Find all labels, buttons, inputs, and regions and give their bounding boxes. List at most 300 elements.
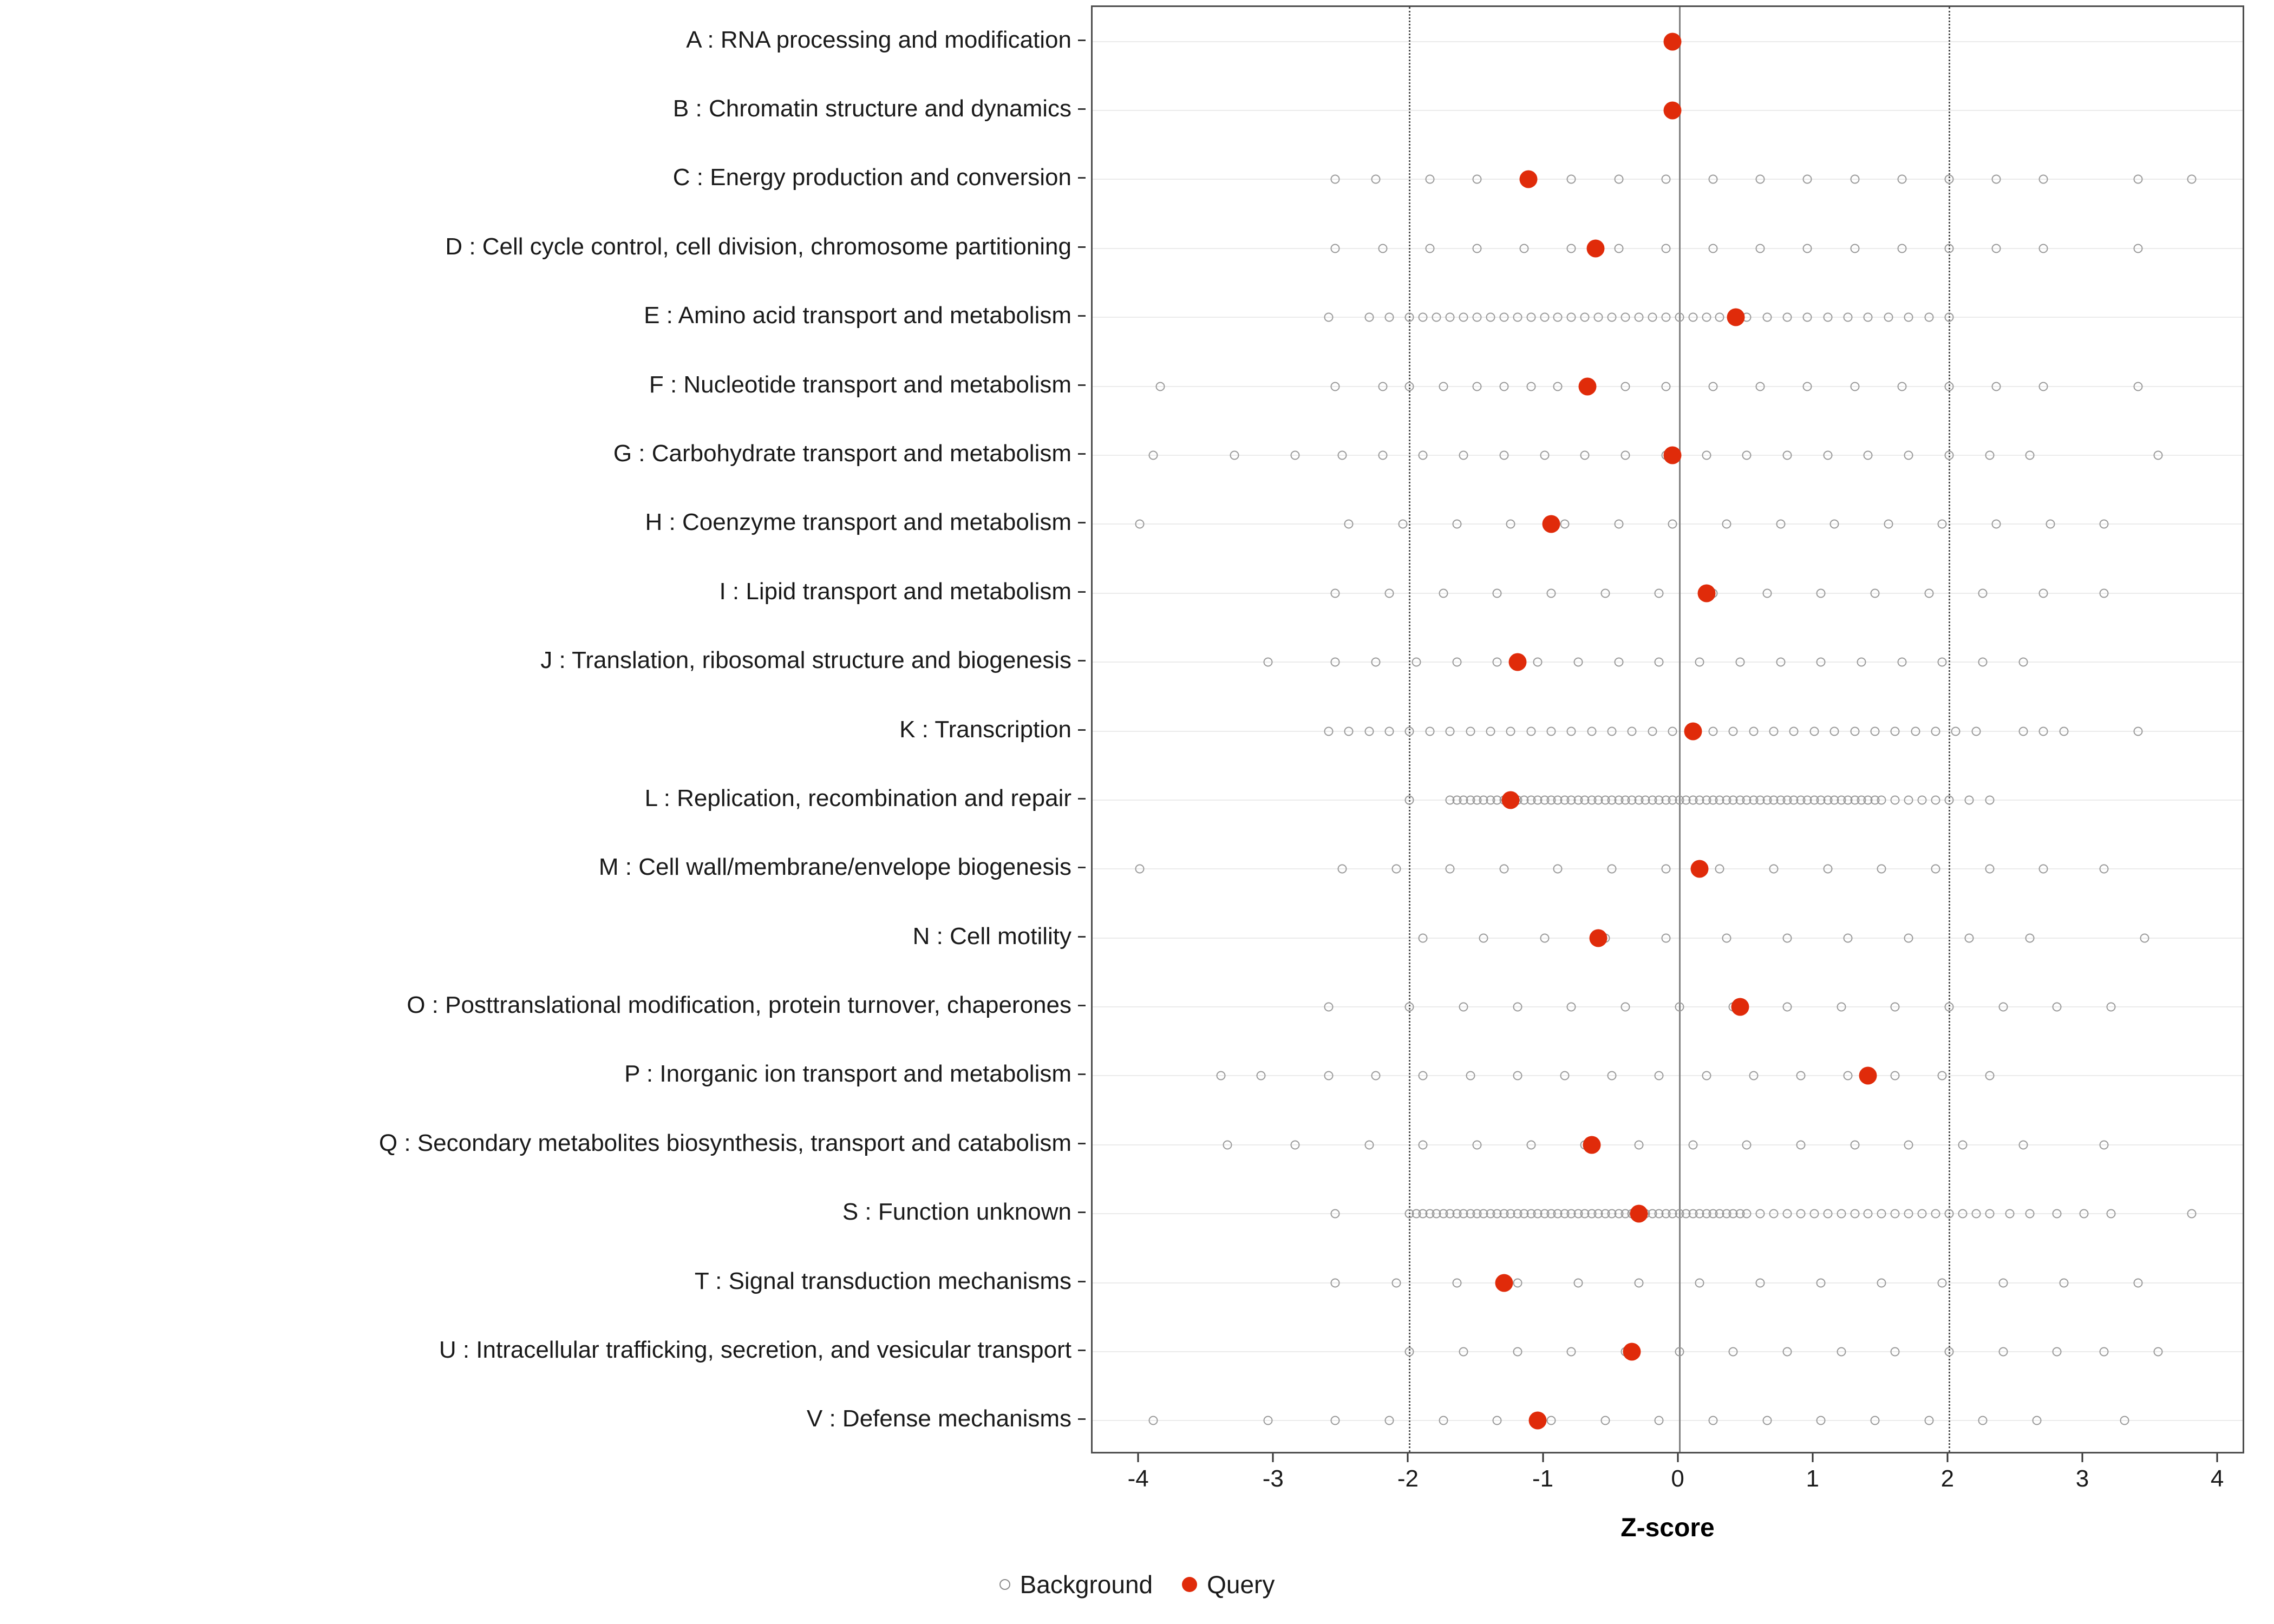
background-point bbox=[1992, 382, 2001, 391]
category-tick-b bbox=[1078, 108, 1086, 110]
background-point bbox=[1573, 1278, 1583, 1287]
legend-label-background: Background bbox=[1020, 1570, 1153, 1599]
x-tick-label: -3 bbox=[1262, 1465, 1284, 1492]
background-point bbox=[1371, 175, 1381, 184]
background-point bbox=[1621, 382, 1630, 391]
background-point bbox=[1405, 1347, 1414, 1356]
background-point bbox=[1405, 726, 1414, 736]
query-point-l bbox=[1502, 791, 1520, 809]
background-point bbox=[2018, 726, 2028, 736]
background-point bbox=[1419, 1071, 1428, 1081]
background-point bbox=[1526, 1140, 1535, 1149]
background-point bbox=[1567, 1347, 1576, 1356]
category-tick-q bbox=[1078, 1143, 1086, 1144]
background-point bbox=[1850, 1209, 1859, 1219]
background-point bbox=[1897, 382, 1906, 391]
category-label-d: D : Cell cycle control, cell division, chromosome partitioning bbox=[445, 233, 1071, 260]
background-point bbox=[1405, 795, 1414, 804]
background-point bbox=[1661, 865, 1670, 874]
x-tick-label: 0 bbox=[1671, 1465, 1684, 1492]
background-point bbox=[1951, 726, 1961, 736]
query-point-b bbox=[1664, 102, 1682, 120]
background-point bbox=[1850, 244, 1859, 253]
background-point bbox=[1223, 1140, 1232, 1149]
background-point bbox=[1655, 1071, 1664, 1081]
background-point bbox=[1938, 1071, 1947, 1081]
background-point bbox=[1944, 795, 1953, 804]
background-point bbox=[1573, 658, 1583, 667]
background-point bbox=[1661, 175, 1670, 184]
background-point bbox=[1904, 933, 1913, 942]
background-point bbox=[1944, 175, 1953, 184]
background-point bbox=[1742, 450, 1752, 460]
background-point bbox=[2133, 175, 2142, 184]
category-tick-i bbox=[1078, 591, 1086, 593]
background-point bbox=[1425, 244, 1434, 253]
background-point bbox=[1756, 244, 1765, 253]
background-point bbox=[1877, 1209, 1886, 1219]
background-point bbox=[1661, 313, 1670, 322]
background-point bbox=[1931, 1209, 1940, 1219]
background-point bbox=[1891, 1071, 1900, 1081]
background-point bbox=[1257, 1071, 1266, 1081]
background-point bbox=[1486, 726, 1495, 736]
background-point bbox=[1614, 520, 1623, 529]
query-point-a bbox=[1664, 32, 1682, 50]
background-point bbox=[1567, 726, 1576, 736]
background-point bbox=[1547, 726, 1556, 736]
background-point bbox=[1473, 175, 1482, 184]
background-point bbox=[1324, 313, 1333, 322]
background-point bbox=[1911, 726, 1920, 736]
background-point bbox=[1634, 1140, 1643, 1149]
background-point bbox=[1803, 175, 1812, 184]
background-point bbox=[1985, 1209, 1994, 1219]
background-point bbox=[1493, 588, 1502, 598]
background-point bbox=[1816, 1416, 1826, 1425]
background-point bbox=[1918, 1209, 1927, 1219]
background-point bbox=[1756, 382, 1765, 391]
background-point bbox=[1600, 1416, 1610, 1425]
background-point bbox=[1877, 795, 1886, 804]
background-point bbox=[1715, 865, 1724, 874]
background-point bbox=[1944, 450, 1953, 460]
reference-line-0 bbox=[1679, 7, 1681, 1452]
open-circle-icon bbox=[999, 1579, 1010, 1590]
background-point bbox=[1844, 313, 1853, 322]
category-label-l: L : Replication, recombination and repair bbox=[644, 784, 1071, 811]
background-point bbox=[1971, 1209, 1981, 1219]
background-point bbox=[1290, 450, 1299, 460]
x-tick-label: 2 bbox=[1940, 1465, 1955, 1492]
category-tick-n bbox=[1078, 936, 1086, 938]
background-point bbox=[1702, 313, 1711, 322]
background-point bbox=[1702, 1071, 1711, 1081]
background-point bbox=[1547, 1416, 1556, 1425]
background-point bbox=[1816, 658, 1826, 667]
background-point bbox=[1864, 313, 1873, 322]
background-point bbox=[1331, 588, 1340, 598]
background-point bbox=[1580, 313, 1590, 322]
background-point bbox=[1830, 726, 1839, 736]
background-point bbox=[1567, 313, 1576, 322]
background-point bbox=[1998, 1347, 2008, 1356]
background-point bbox=[1985, 1071, 1994, 1081]
background-point bbox=[1803, 244, 1812, 253]
background-point bbox=[2100, 865, 2109, 874]
x-tick bbox=[2217, 1453, 2218, 1462]
category-label-q: Q : Secondary metabolites biosynthesis, transport and catabolism bbox=[378, 1129, 1071, 1156]
background-point bbox=[1216, 1071, 1225, 1081]
query-point-p bbox=[1859, 1067, 1877, 1085]
background-point bbox=[1965, 795, 1974, 804]
background-point bbox=[1742, 1209, 1752, 1219]
background-point bbox=[1533, 658, 1543, 667]
query-point-o bbox=[1731, 998, 1749, 1016]
category-label-b: B : Chromatin structure and dynamics bbox=[672, 95, 1071, 122]
background-point bbox=[1230, 450, 1239, 460]
background-point bbox=[1931, 865, 1940, 874]
background-point bbox=[1762, 588, 1772, 598]
x-tick bbox=[2082, 1453, 2083, 1462]
background-point bbox=[2187, 1209, 2197, 1219]
background-point bbox=[1513, 1003, 1522, 1012]
background-point bbox=[1587, 726, 1596, 736]
background-point bbox=[1446, 865, 1455, 874]
plot-panel bbox=[1091, 5, 2244, 1453]
background-point bbox=[2039, 588, 2048, 598]
category-tick-k bbox=[1078, 729, 1086, 731]
category-label-m: M : Cell wall/membrane/envelope biogenesis bbox=[598, 854, 1071, 881]
background-point bbox=[1648, 313, 1657, 322]
background-point bbox=[1944, 1347, 1953, 1356]
background-point bbox=[1708, 244, 1717, 253]
background-point bbox=[1459, 1347, 1468, 1356]
background-point bbox=[1904, 1209, 1913, 1219]
category-label-g: G : Carbohydrate transport and metabolism bbox=[613, 440, 1071, 467]
background-point bbox=[1844, 933, 1853, 942]
background-point bbox=[1425, 175, 1434, 184]
background-point bbox=[1837, 1347, 1846, 1356]
background-point bbox=[1675, 1347, 1684, 1356]
background-point bbox=[1526, 382, 1535, 391]
background-point bbox=[1782, 1347, 1792, 1356]
background-point bbox=[1809, 726, 1819, 736]
background-point bbox=[1729, 726, 1738, 736]
background-point bbox=[1891, 1347, 1900, 1356]
query-point-j bbox=[1508, 653, 1526, 671]
background-point bbox=[1708, 1416, 1717, 1425]
background-point bbox=[1931, 726, 1940, 736]
background-point bbox=[1938, 658, 1947, 667]
background-point bbox=[1526, 726, 1535, 736]
reference-line-2 bbox=[1949, 7, 1950, 1452]
background-point bbox=[1891, 726, 1900, 736]
background-point bbox=[2059, 726, 2068, 736]
x-tick-label: -2 bbox=[1397, 1465, 1419, 1492]
background-point bbox=[1155, 382, 1165, 391]
background-point bbox=[1924, 313, 1933, 322]
background-point bbox=[1708, 382, 1717, 391]
background-point bbox=[1364, 726, 1374, 736]
background-point bbox=[1452, 520, 1461, 529]
background-point bbox=[2154, 1347, 2163, 1356]
gridline-q bbox=[1093, 1144, 2243, 1145]
background-point bbox=[1931, 795, 1940, 804]
background-point bbox=[2053, 1003, 2062, 1012]
background-point bbox=[1844, 1071, 1853, 1081]
background-point bbox=[1466, 1071, 1475, 1081]
background-point bbox=[1985, 450, 1994, 460]
background-point bbox=[1493, 1416, 1502, 1425]
background-point bbox=[1655, 658, 1664, 667]
background-point bbox=[1803, 313, 1812, 322]
category-label-h: H : Coenzyme transport and metabolism bbox=[645, 509, 1071, 536]
background-point bbox=[1446, 726, 1455, 736]
category-label-u: U : Intracellular trafficking, secretion, and vesicular transport bbox=[439, 1336, 1071, 1363]
x-axis-title: Z-score bbox=[1620, 1514, 1715, 1542]
background-point bbox=[1729, 1347, 1738, 1356]
background-point bbox=[1459, 1003, 1468, 1012]
filled-circle-icon bbox=[1182, 1577, 1197, 1592]
x-tick bbox=[1677, 1453, 1678, 1462]
background-point bbox=[1971, 726, 1981, 736]
background-point bbox=[2025, 933, 2035, 942]
query-point-m bbox=[1691, 860, 1709, 878]
background-point bbox=[1648, 726, 1657, 736]
category-label-k: K : Transcription bbox=[899, 716, 1071, 743]
background-point bbox=[1655, 588, 1664, 598]
background-point bbox=[1958, 1209, 1967, 1219]
category-tick-v bbox=[1078, 1418, 1086, 1420]
x-tick bbox=[1138, 1453, 1139, 1462]
background-point bbox=[1634, 313, 1643, 322]
background-point bbox=[1837, 1209, 1846, 1219]
background-point bbox=[1608, 865, 1617, 874]
background-point bbox=[1290, 1140, 1299, 1149]
category-tick-p bbox=[1078, 1073, 1086, 1075]
background-point bbox=[1756, 1209, 1765, 1219]
background-point bbox=[1762, 1416, 1772, 1425]
category-tick-j bbox=[1078, 660, 1086, 662]
background-point bbox=[1473, 1140, 1482, 1149]
category-label-p: P : Inorganic ion transport and metabolism bbox=[624, 1060, 1071, 1088]
category-label-j: J : Translation, ribosomal structure and biogenesis bbox=[540, 647, 1071, 674]
background-point bbox=[1769, 1209, 1779, 1219]
background-point bbox=[1857, 658, 1866, 667]
background-point bbox=[1992, 520, 2001, 529]
background-point bbox=[1378, 382, 1387, 391]
query-point-q bbox=[1583, 1136, 1600, 1154]
category-tick-c bbox=[1078, 177, 1086, 179]
background-point bbox=[1324, 726, 1333, 736]
background-point bbox=[1938, 520, 1947, 529]
background-point bbox=[1870, 726, 1879, 736]
background-point bbox=[1412, 658, 1421, 667]
category-tick-m bbox=[1078, 867, 1086, 868]
legend-label-query: Query bbox=[1207, 1570, 1275, 1599]
background-point bbox=[1614, 244, 1623, 253]
background-point bbox=[2106, 1209, 2115, 1219]
background-point bbox=[2080, 1209, 2089, 1219]
background-point bbox=[1547, 588, 1556, 598]
background-point bbox=[1749, 1071, 1758, 1081]
x-tick bbox=[1812, 1453, 1813, 1462]
gridline-u bbox=[1093, 1351, 2243, 1352]
background-point bbox=[1398, 520, 1407, 529]
background-point bbox=[1439, 382, 1448, 391]
category-tick-f bbox=[1078, 384, 1086, 386]
background-point bbox=[2100, 1347, 2109, 1356]
background-point bbox=[1782, 933, 1792, 942]
gridline-o bbox=[1093, 1006, 2243, 1007]
category-tick-h bbox=[1078, 522, 1086, 523]
category-label-o: O : Posttranslational modification, protein turnover, chaperones bbox=[407, 992, 1071, 1019]
background-point bbox=[1479, 933, 1488, 942]
background-point bbox=[1776, 520, 1785, 529]
background-point bbox=[1446, 313, 1455, 322]
category-label-c: C : Energy production and conversion bbox=[672, 164, 1071, 191]
background-point bbox=[1944, 382, 1953, 391]
query-point-d bbox=[1587, 239, 1605, 257]
x-tick-label: 3 bbox=[2075, 1465, 2089, 1492]
background-point bbox=[1796, 1209, 1805, 1219]
background-point bbox=[1958, 1140, 1967, 1149]
background-point bbox=[1823, 865, 1832, 874]
background-point bbox=[1371, 1071, 1381, 1081]
category-label-i: I : Lipid transport and metabolism bbox=[719, 578, 1071, 605]
background-point bbox=[1135, 520, 1145, 529]
background-point bbox=[1466, 726, 1475, 736]
x-tick-label: -4 bbox=[1127, 1465, 1149, 1492]
background-point bbox=[2025, 1209, 2035, 1219]
background-point bbox=[1978, 658, 1988, 667]
background-point bbox=[1944, 244, 1953, 253]
background-point bbox=[2140, 933, 2149, 942]
background-point bbox=[1493, 658, 1502, 667]
background-point bbox=[1540, 313, 1549, 322]
background-point bbox=[1823, 450, 1832, 460]
background-point bbox=[1621, 313, 1630, 322]
category-tick-s bbox=[1078, 1212, 1086, 1213]
background-point bbox=[1985, 865, 1994, 874]
background-point bbox=[1385, 588, 1394, 598]
background-point bbox=[1344, 520, 1354, 529]
background-point bbox=[1924, 1416, 1933, 1425]
query-point-t bbox=[1495, 1274, 1513, 1292]
background-point bbox=[1749, 726, 1758, 736]
query-point-v bbox=[1529, 1412, 1547, 1430]
background-point bbox=[1708, 175, 1717, 184]
category-label-t: T : Signal transduction mechanisms bbox=[694, 1267, 1071, 1294]
category-tick-u bbox=[1078, 1350, 1086, 1351]
background-point bbox=[1331, 382, 1340, 391]
background-point bbox=[1608, 313, 1617, 322]
background-point bbox=[1695, 658, 1704, 667]
category-label-s: S : Function unknown bbox=[842, 1199, 1071, 1226]
background-point bbox=[1452, 1278, 1461, 1287]
legend-item-background bbox=[999, 1570, 1153, 1599]
background-point bbox=[1391, 1278, 1401, 1287]
background-point bbox=[2018, 658, 2028, 667]
background-point bbox=[1499, 865, 1508, 874]
background-point bbox=[1850, 382, 1859, 391]
background-point bbox=[1816, 588, 1826, 598]
background-point bbox=[1432, 313, 1441, 322]
background-point bbox=[1769, 726, 1779, 736]
gridline-t bbox=[1093, 1282, 2243, 1284]
background-point bbox=[2100, 588, 2109, 598]
background-point bbox=[1364, 313, 1374, 322]
background-point bbox=[2133, 244, 2142, 253]
category-tick-t bbox=[1078, 1281, 1086, 1282]
background-point bbox=[2005, 1209, 2015, 1219]
background-point bbox=[2133, 382, 2142, 391]
background-point bbox=[1661, 244, 1670, 253]
background-point bbox=[1837, 1003, 1846, 1012]
background-point bbox=[1520, 244, 1529, 253]
background-point bbox=[2039, 175, 2048, 184]
background-point bbox=[1425, 726, 1434, 736]
gridline-i bbox=[1093, 593, 2243, 594]
background-point bbox=[2187, 175, 2197, 184]
background-point bbox=[1661, 933, 1670, 942]
category-label-f: F : Nucleotide transport and metabolism bbox=[649, 371, 1071, 398]
background-point bbox=[1513, 1347, 1522, 1356]
background-point bbox=[1702, 450, 1711, 460]
background-point bbox=[1918, 795, 1927, 804]
background-point bbox=[2059, 1278, 2068, 1287]
background-point bbox=[1850, 1140, 1859, 1149]
background-point bbox=[1695, 1278, 1704, 1287]
background-point bbox=[1608, 726, 1617, 736]
background-point bbox=[1998, 1003, 2008, 1012]
background-point bbox=[1452, 658, 1461, 667]
background-point bbox=[1513, 1278, 1522, 1287]
background-point bbox=[2039, 726, 2048, 736]
background-point bbox=[1823, 1209, 1832, 1219]
background-point bbox=[1782, 1209, 1792, 1219]
legend bbox=[0, 1570, 2274, 1599]
x-tick bbox=[1946, 1453, 1948, 1462]
background-point bbox=[1769, 865, 1779, 874]
background-point bbox=[1324, 1003, 1333, 1012]
background-point bbox=[1499, 382, 1508, 391]
category-label-n: N : Cell motility bbox=[912, 922, 1071, 949]
x-tick bbox=[1272, 1453, 1274, 1462]
background-point bbox=[1756, 175, 1765, 184]
background-point bbox=[1978, 588, 1988, 598]
x-tick bbox=[1407, 1453, 1409, 1462]
background-point bbox=[1560, 1071, 1569, 1081]
background-point bbox=[1600, 588, 1610, 598]
background-point bbox=[1331, 1209, 1340, 1219]
background-point bbox=[1419, 450, 1428, 460]
background-point bbox=[1668, 520, 1677, 529]
background-point bbox=[1992, 244, 2001, 253]
background-point bbox=[2046, 520, 2055, 529]
background-point bbox=[1816, 1278, 1826, 1287]
background-point bbox=[1486, 313, 1495, 322]
background-point bbox=[1864, 1209, 1873, 1219]
background-point bbox=[1877, 1278, 1886, 1287]
background-point bbox=[1722, 933, 1731, 942]
background-point bbox=[1331, 244, 1340, 253]
query-point-i bbox=[1697, 584, 1715, 602]
background-point bbox=[1331, 1278, 1340, 1287]
background-point bbox=[1459, 313, 1468, 322]
background-point bbox=[1135, 865, 1145, 874]
